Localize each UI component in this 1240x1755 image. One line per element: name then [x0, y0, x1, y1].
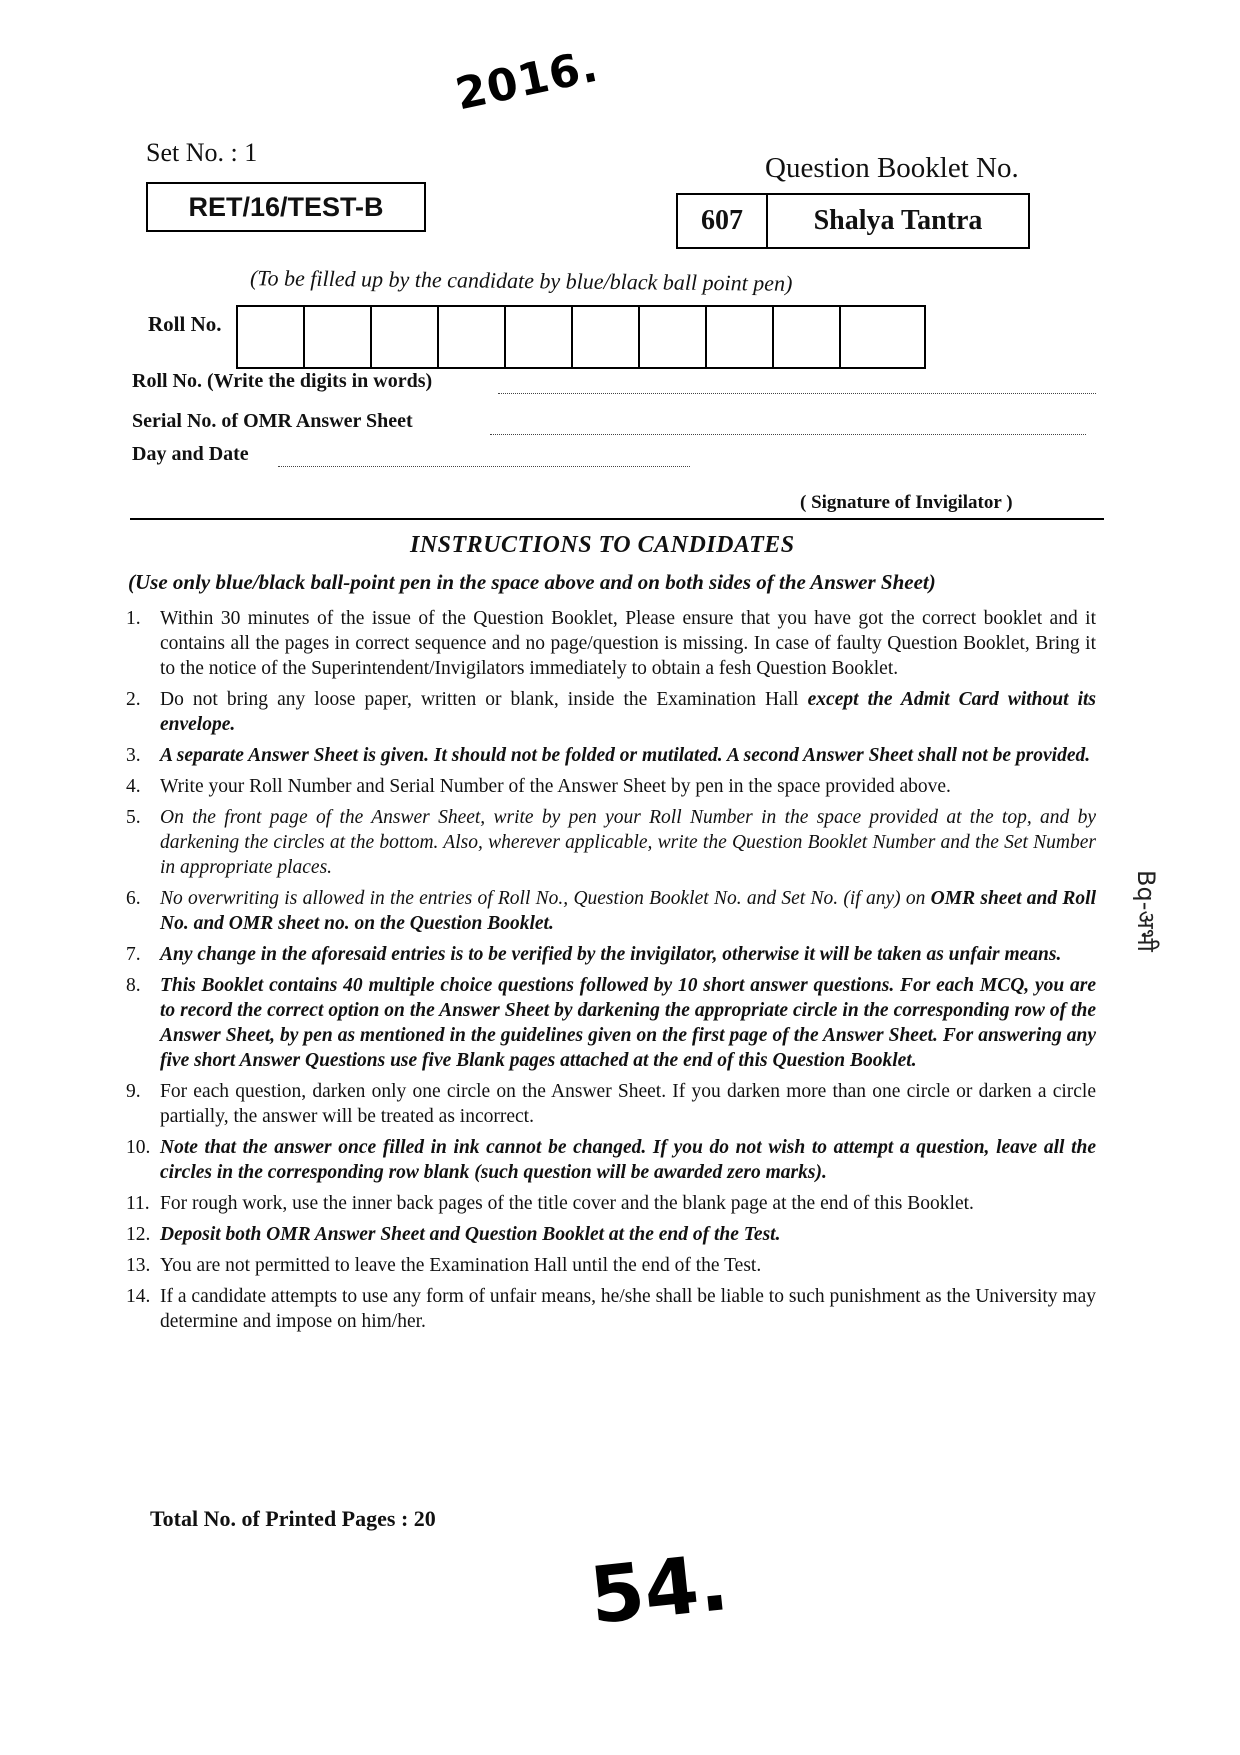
- list-item: [126, 973, 1096, 1073]
- subject-name: Shalya Tantra: [813, 205, 983, 236]
- item-text: On the front page of the Answer Sheet, write by pen your Roll Number in the space provided at the top, and by darkening the circles at the bottom. Also, wherever applicable, write the Question Booklet Number and the Set Number in appropriate places.: [160, 807, 1096, 878]
- item-number: 12.: [126, 1224, 151, 1245]
- item-text-emphasis: OMR sheet and Roll No. and OMR sheet no. on the Question Booklet.: [160, 888, 1096, 934]
- item-number: 7.: [126, 944, 141, 965]
- signature-label: ( Signature of Invigilator ): [800, 492, 1013, 513]
- item-text: No overwriting is allowed in the entries of Roll No., Question Booklet No. and Set No. (if any) on: [160, 888, 931, 909]
- roll-digit-box[interactable]: [238, 307, 305, 367]
- test-code: RET/16/TEST-B: [188, 192, 384, 222]
- list-item: [126, 1253, 1096, 1278]
- instructions-title: INSTRUCTIONS TO CANDIDATES: [410, 532, 795, 558]
- roll-digit-box[interactable]: [573, 307, 640, 367]
- margin-stamp: Bq-अभी: [1132, 870, 1160, 952]
- item-number: 14.: [126, 1286, 151, 1307]
- omr-serial-label: Serial No. of OMR Answer Sheet: [132, 410, 413, 432]
- handwritten-number: 54.: [585, 1538, 733, 1642]
- fill-note: (To be filled up by the candidate by blue/black ball point pen): [249, 265, 793, 296]
- set-number: Set No. : 1: [146, 138, 258, 167]
- list-item: [126, 1191, 1096, 1216]
- item-text-emphasis: except the Admit Card without its envelope.: [160, 689, 1096, 735]
- item-text-wrapper: [160, 687, 1096, 737]
- roll-digit-box[interactable]: [774, 307, 841, 367]
- booklet-label: Question Booklet No.: [765, 152, 1019, 184]
- booklet-number: 607: [678, 195, 768, 247]
- list-item: [126, 774, 1096, 799]
- item-text: This Booklet contains 40 multiple choice questions followed by 10 short answer questions. For each MCQ, you are to record the correct option on the Answer Sheet by darkening the appropriate circle in the corresponding row of the Answer Sheet, by pen as mentioned in the guidelines given on the first page of the Answer Sheet. For answering any five short Answer Questions use five Blank pages attached at the end of this Question Booklet.: [160, 975, 1096, 1071]
- item-number: 9.: [126, 1081, 141, 1102]
- list-item: [126, 1135, 1096, 1185]
- roll-words-label: Roll No. (Write the digits in words): [132, 370, 433, 392]
- list-item: [126, 942, 1096, 967]
- list-item: [126, 1222, 1096, 1247]
- item-number: 6.: [126, 888, 141, 909]
- list-item: [126, 886, 1096, 936]
- item-number: 11.: [126, 1193, 150, 1214]
- roll-digit-box[interactable]: [372, 307, 439, 367]
- day-date-label: Day and Date: [132, 443, 249, 465]
- item-text: For rough work, use the inner back pages of the title cover and the blank page at the end of this Booklet.: [160, 1193, 974, 1214]
- roll-label: Roll No.: [148, 312, 222, 336]
- list-item: [126, 687, 1096, 737]
- item-text: For each question, darken only one circle on the Answer Sheet. If you darken more than one circle or darken a circle partially, the answer will be treated as incorrect.: [160, 1081, 1096, 1127]
- roll-digit-box[interactable]: [640, 307, 707, 367]
- list-item: [126, 1284, 1096, 1334]
- instructions-list: [126, 606, 1096, 1340]
- instructions-subtitle: (Use only blue/black ball-point pen in the space above and on both sides of the Answer Sheet): [128, 570, 936, 594]
- item-number: 5.: [126, 807, 141, 828]
- item-number: 13.: [126, 1255, 151, 1276]
- item-text: You are not permitted to leave the Examination Hall until the end of the Test.: [160, 1255, 762, 1276]
- test-code-box: [146, 182, 426, 232]
- item-text: Note that the answer once filled in ink cannot be changed. If you do not wish to attempt a question, leave all the circles in the corresponding row blank (such question will be awarded zero marks).: [160, 1137, 1096, 1183]
- list-item: [126, 805, 1096, 880]
- item-text: Write your Roll Number and Serial Number of the Answer Sheet by pen in the space provided above.: [160, 776, 951, 797]
- item-text: A separate Answer Sheet is given. It should not be folded or mutilated. A second Answer Sheet shall not be provided.: [160, 745, 1091, 766]
- roll-digit-box[interactable]: [305, 307, 372, 367]
- item-text: If a candidate attempts to use any form of unfair means, he/she shall be liable to such punishment as the University may determine and impose on him/her.: [160, 1286, 1096, 1332]
- item-number: 10.: [126, 1137, 151, 1158]
- list-item: [126, 606, 1096, 681]
- roll-number-boxes[interactable]: [236, 305, 926, 369]
- item-number: 2.: [126, 689, 141, 710]
- item-number: 4.: [126, 776, 141, 797]
- item-text: Deposit both OMR Answer Sheet and Question Booklet at the end of the Test.: [160, 1224, 781, 1245]
- divider-line: [130, 518, 1104, 520]
- item-text-wrapper: [160, 886, 1096, 936]
- roll-words-line[interactable]: [498, 393, 1096, 394]
- item-text: Do not bring any loose paper, written or blank, inside the Examination Hall: [160, 689, 808, 710]
- item-number: 3.: [126, 745, 141, 766]
- list-item: [126, 1079, 1096, 1129]
- handwritten-year: 2016.: [451, 40, 603, 121]
- total-pages: Total No. of Printed Pages : 20: [150, 1506, 436, 1531]
- item-text: Within 30 minutes of the issue of the Question Booklet, Please ensure that you have got the correct booklet and it contains all the pages in correct sequence and no page/question is missing. In case of faulty Question Booklet, Bring it to the notice of the Superintendent/Invigilators immediately to obtain a fesh Question Booklet.: [160, 608, 1096, 679]
- item-text: Any change in the aforesaid entries is to be verified by the invigilator, otherwise it will be taken as unfair means.: [160, 944, 1062, 965]
- item-number: 8.: [126, 975, 141, 996]
- omr-serial-line[interactable]: [490, 434, 1086, 435]
- list-item: [126, 743, 1096, 768]
- booklet-box: [676, 193, 1030, 249]
- roll-digit-box[interactable]: [439, 307, 506, 367]
- day-date-line[interactable]: [278, 466, 690, 467]
- roll-digit-box[interactable]: [841, 307, 908, 367]
- roll-digit-box[interactable]: [506, 307, 573, 367]
- item-number: 1.: [126, 608, 141, 629]
- roll-digit-box[interactable]: [707, 307, 774, 367]
